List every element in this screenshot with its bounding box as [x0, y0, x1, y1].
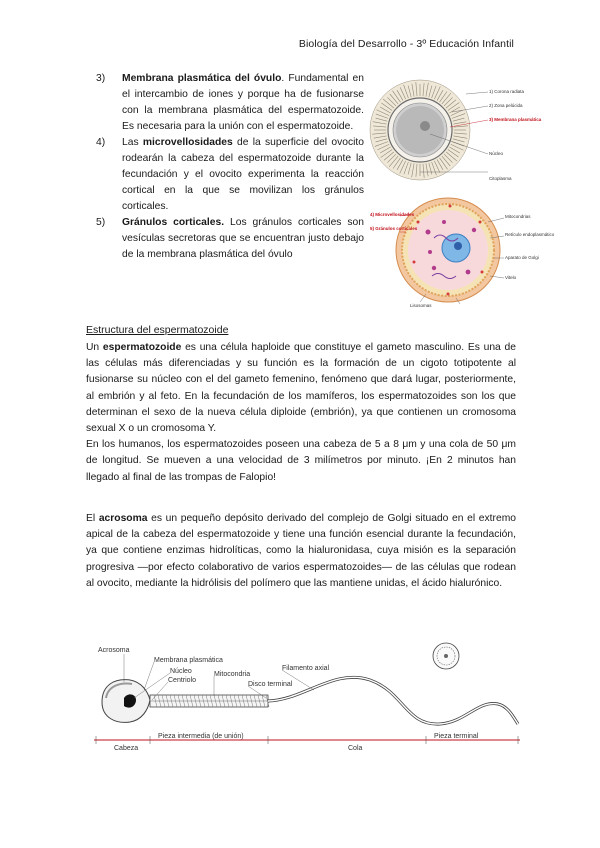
p1-pre: Un: [86, 342, 103, 353]
list-text: . Fundamental en el intercambio de iones y porque ha de fusionarse con la membrana plasmática del espermatozoide. Es necesaria para la unión con el espermatozoide.: [122, 73, 364, 132]
label-mitocondria: Mitocondria: [214, 671, 251, 678]
paragraph-acrosoma: [86, 511, 516, 592]
label-nucleo-sperm: Núcleo: [170, 668, 192, 675]
label-pieza-intermedia: Pieza intermedia (de unión): [158, 733, 244, 740]
sperm-midpiece-illustration: [150, 695, 269, 707]
label-membrana: 3) Membrana plasmática: [489, 117, 542, 122]
paragraph-dimensiones: En los humanos, los espermatozoides poseen una cabeza de 5 a 8 μm y una cola de 50 μm de longitud. Se mueven a una velocidad de 3 milímetros por minuto. ¡En 2 minutos han llegado al final de las trompas de Falopio!: [86, 439, 516, 483]
label-citoplasma: Citoplasma: [489, 176, 512, 181]
label-vitelo: Vitelo: [505, 275, 517, 280]
list-number: 5): [96, 217, 106, 228]
list-term: Membrana plasmática del óvulo: [122, 73, 282, 84]
page-header: Biología del Desarrollo - 3º Educación Infantil: [298, 38, 514, 50]
section-title: Estructura del espermatozoide: [86, 324, 229, 336]
list-pre: Las: [122, 137, 143, 148]
label-lisosomas: Lisosomas: [410, 303, 432, 308]
list-item: [96, 135, 364, 215]
label-cabeza: Cabeza: [114, 745, 139, 752]
label-granulos: 5) Gránulos corticales: [370, 226, 418, 231]
list-item: [96, 215, 364, 263]
p3-pre: El: [86, 513, 99, 524]
list-term: Gránulos corticales.: [122, 217, 225, 228]
list-number: 4): [96, 137, 106, 148]
ovocyte-figure: [370, 72, 555, 310]
label-pieza-terminal: Pieza terminal: [434, 733, 479, 740]
list-text: de la superficie del ovocito rodearán la cabeza del espermatozoide durante la fecundación y el ovocito experimenta la reacción cortical en la que se movilizan los gránulos corticales.: [122, 137, 364, 212]
label-filamento-axial: Filamento axial: [282, 665, 330, 672]
list-number: 3): [96, 73, 106, 84]
sperm-figure: [94, 640, 520, 752]
p3-text: es un pequeño depósito derivado del complejo de Golgi situado en el extremo apical de la cabeza del espermatozoide y tiene una función esencial durante la fecundación, ya que contiene enzimas hidrolíticas, como la hialuronidasa, cuya misión es la separación progresiva —por efecto colaborativo de varios espermatozoides— de las células que rodean al ovocito, mediante la hidrólisis del polímero que las mantiene unidas, el ácido hialurónico.: [86, 513, 516, 589]
list-term: microvellosidades: [142, 137, 233, 148]
label-centriolo: Centriolo: [168, 677, 197, 684]
list-text: Los gránulos corticales son vesículas secretoras que se encuentran justo debajo de la membrana plasmática del óvulo: [122, 217, 364, 260]
label-mitocondrias: Mitocondrias: [505, 214, 531, 219]
list-item: [96, 71, 364, 135]
ovocyte-whole-illustration: [370, 80, 470, 180]
label-microvellosidades: 4) Microvellosidades: [370, 212, 415, 217]
label-membrana-sperm: Membrana plasmática: [154, 657, 223, 664]
p1-text: es una célula haploide que constituye el gameto masculino. Es una de las células más diferenciadas y su función es la formación de un cigoto totipotente al fusionarse su núcleo con el del gameto femenino, fenómeno que dará lugar, posteriormente, al embrión y al feto. En la fecundación de los mamíferos, los espermatozoides son los que determinan el sexo de la nueva célula diploide (embrión), ya que contienen un cromosoma sexual X o un cromosoma Y.: [86, 342, 516, 435]
sperm-head-illustration: [102, 680, 150, 723]
label-disco-terminal: Disco terminal: [248, 681, 293, 688]
p1-term: espermatozoide: [102, 342, 182, 353]
label-reticulo: Retículo endoplasmático: [505, 232, 555, 237]
paragraph-espermatozoide: [86, 340, 516, 486]
label-golgi: Aparato de Golgi: [505, 255, 539, 260]
label-cola: Cola: [348, 745, 363, 752]
label-zona: 2) Zona pelúcida: [489, 103, 523, 108]
label-corona: 1) Corona radiata: [489, 89, 525, 94]
p3-term: acrosoma: [98, 513, 148, 524]
label-nucleo: Núcleo: [489, 151, 504, 156]
label-acrosoma: Acrosoma: [98, 647, 130, 654]
ovocyte-structures-list: [96, 71, 364, 263]
tail-cross-section: [433, 643, 459, 669]
